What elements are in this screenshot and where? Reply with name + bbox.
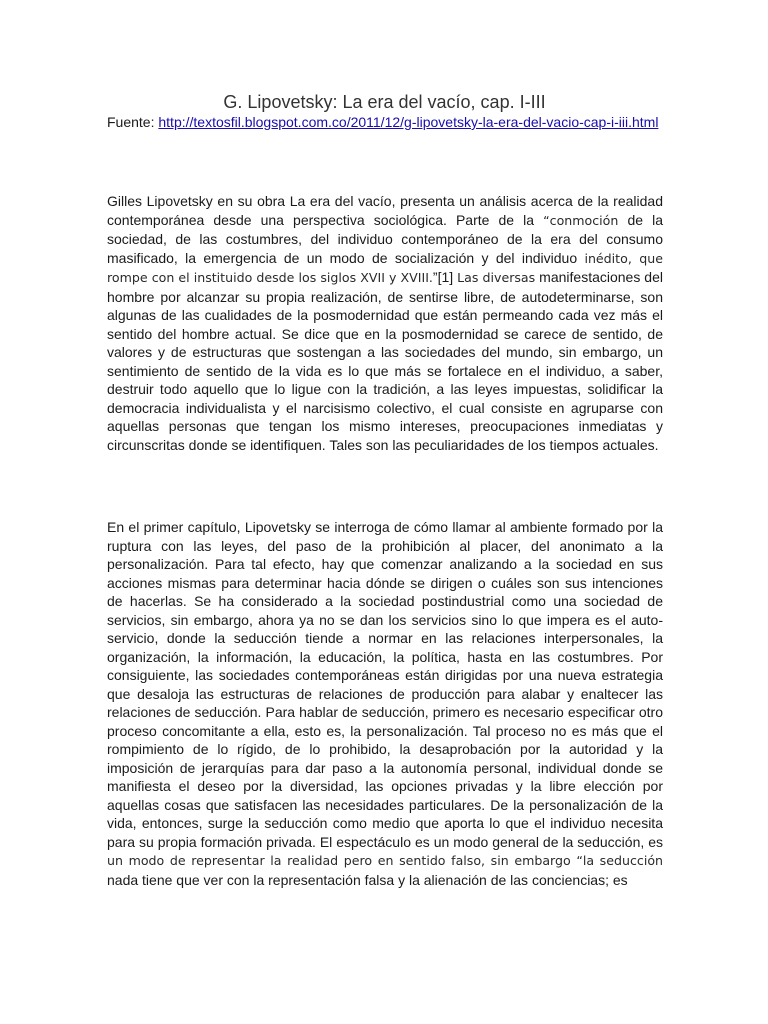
source-label: Fuente: (107, 114, 155, 130)
paragraph-text: Gilles Lipovetsky en su obra La era del vacío, presenta un análisis acerca de la realidad contemporánea desde una perspectiva sociológica. Parte de la (107, 193, 663, 228)
paragraph-chapter-one (107, 518, 663, 889)
quote-text: “conmoción (543, 212, 619, 228)
paragraph-intro (107, 192, 663, 454)
paragraph-text: nada tiene que ver con la representación falsa y la alienación de las conciencias; es (107, 871, 628, 888)
paragraph-text: En el primer capítulo, Lipovetsky se interroga de cómo llamar al ambiente formado por la ruptura con las leyes, del paso de la prohibición al placer, del anonimato a la personalización. Para tal efecto, hay que comenzar analizando a la sociedad en sus acciones mismas para determinar hacia dónde se dirigen o cuáles son sus intenciones de hacerlas. Se ha considerado a la sociedad postindustrial como una sociedad de servicios, sin embargo, ahora ya no se dan los servicios sino lo que impera es el auto-servicio, donde la seducción tiende a normar en las relaciones interpersonales, la organización, la información, la educación, la política, hasta en las costumbres. Por consiguiente, las sociedades contemporáneas están dirigidas por una nueva estrategia que desaloja las estructuras de relaciones de producción para alabar y enaltecer las relaciones de seducción. Para hablar de seducción, primero es necesario especificar otro proceso concomitante a ella, esto es, la personalización. Tal proceso no es más que el rompimiento de lo rígido, de lo prohibido, la desaprobación por la autoridad y la imposición de jerarquías para dar paso a la autonomía personal, individual donde se manifiesta el deseo por la diversidad, las opciones privadas y la libre elección por aquellas cosas que satisfacen las necesidades particulares. De la personalización de la vida, entonces, surge la seducción como medio que aporta lo que el individuo necesita para su propia formación privada. El espectáculo es un modo general de la seducción, es (107, 519, 663, 850)
source-link[interactable]: http://textosfil.blogspot.com.co/2011/12/g-lipovetsky-la-era-del-vacio-cap-i-iii.html (158, 114, 659, 130)
quote-text: inédito, que rompe con el instituido desde los siglos XVII y XVIII. (107, 250, 663, 285)
quote-text: Las diversas (457, 270, 536, 285)
paragraph-text: de la sociedad, de las costumbres, del individuo contemporáneo de la era del consumo masificado, la emergencia de un modo de socialización y del individuo (107, 211, 663, 266)
quote-text: un modo de representar la realidad pero en sentido falso, sin embargo “la seducción (107, 853, 663, 868)
footnote-marker: ”[1] (432, 269, 458, 285)
paragraph-text: manifestaciones del hombre por alcanzar su propia realización, de sentirse libre, de autodeterminarse, son algunas de las cualidades de la posmodernidad que están permeando cada vez más el sentido del hombre actual. Se dice que en la posmodernidad se carece de sentido, de valores y de estructuras que sostengan a las sociedades del mundo, sin embargo, un sentimiento de sentido de la vida es lo que más se fortalece en el individuo, a saber, destruir todo aquello que lo ligue con la tradición, a las leyes impuestas, solidificar la democracia individualista y el narcisismo colectivo, el cual consiste en agruparse con aquellas personas que tengan los mismo intereses, preocupaciones inmediatas y circunscritas donde se identifiquen. Tales son las peculiaridades de los tiempos actuales. (107, 269, 663, 453)
source-line (107, 113, 663, 132)
document-title: G. Lipovetsky: La era del vacío, cap. I-III (223, 92, 546, 112)
